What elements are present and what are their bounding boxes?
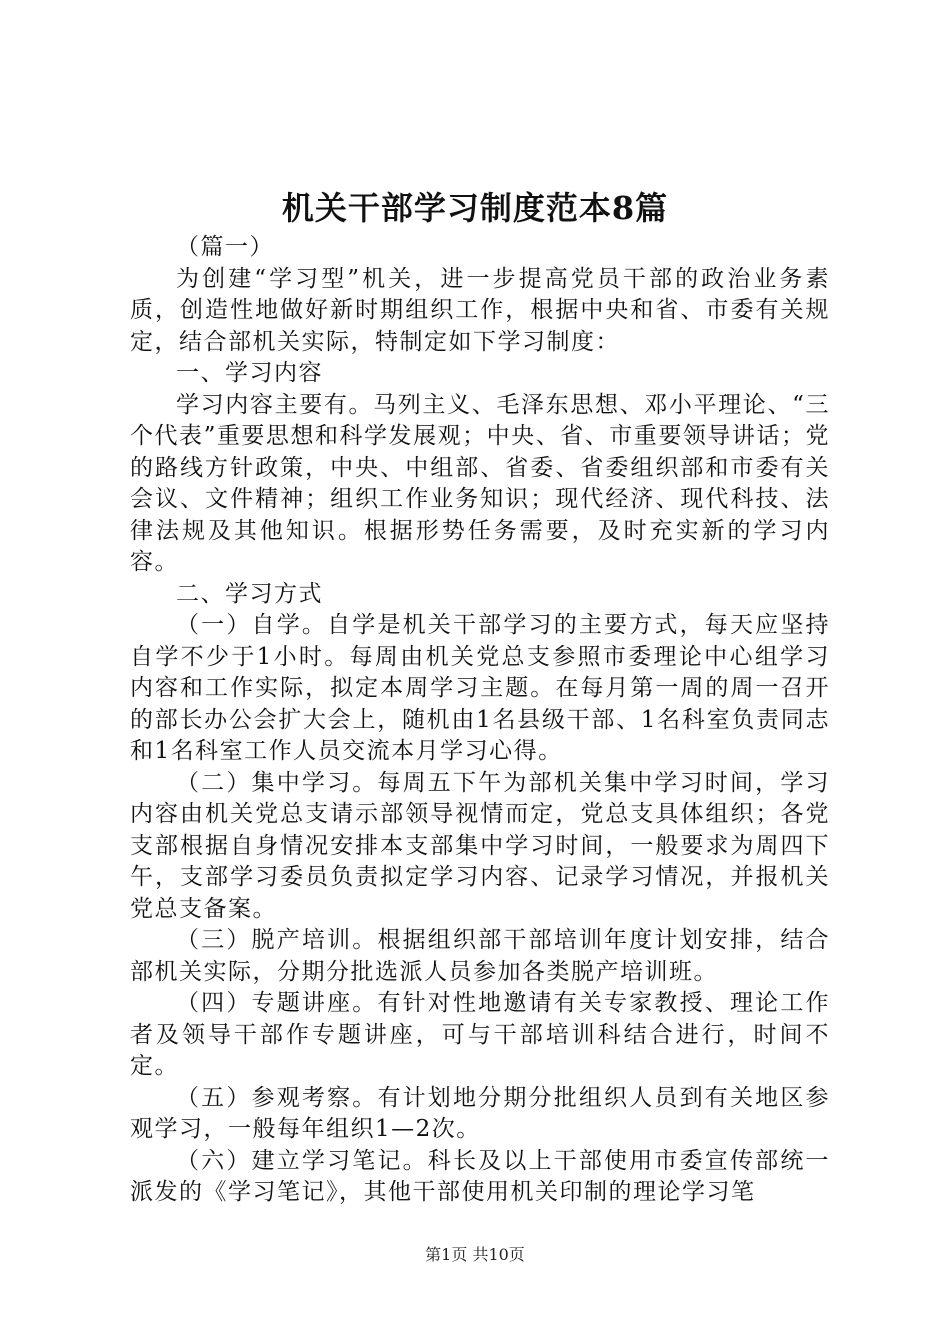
paragraph: （一）自学。自学是机关干部学习的主要方式，每天应坚持自学不少于1小时。每周由机关党总支参照市委理论中心组学习内容和工作实际，拟定本周学习主题。在每月第一周的周一召开的部长办公会扩大会上，随机由1名县级干部、1名科室负责同志和1名科室工作人员交流本月学习心得。 <box>130 612 830 764</box>
section-heading: 二、学习方式 <box>176 580 323 607</box>
document-body <box>130 232 830 1209</box>
paragraph: 为创建“学习型”机关，进一步提高党员干部的政治业务素质，创造性地做好新时期组织工作，根据中央和省、市委有关规定，结合部机关实际，特制定如下学习制度： <box>130 265 830 355</box>
paragraph: 学习内容主要有。马列主义、毛泽东思想、邓小平理论、“三个代表”重要思想和科学发展观；中央、省、市重要领导讲话；党的路线方针政策，中央、中组部、省委、省委组织部和市委有关会议、文件精神；组织工作业务知识；现代经济、现代科技、法律法规及其他知识。根据形势任务需要，及时充实新的学习内容。 <box>130 391 830 575</box>
paragraph: （三）脱产培训。根据组织部干部培训年度计划安排，结合部机关实际，分期分批选派人员参加各类脱产培训班。 <box>130 927 830 985</box>
paragraph: （六）建立学习笔记。科长及以上干部使用市委宣传部统一派发的《学习笔记》，其他干部使用机关印制的理论学习笔 <box>130 1147 830 1205</box>
paragraph: （二）集中学习。每周五下午为部机关集中学习时间，学习内容由机关党总支请示部领导视情而定，党总支具体组织；各党支部根据自身情况安排本支部集中学习时间，一般要求为周四下午，支部学习委员负责拟定学习内容、记录学习情况，并报机关党总支备案。 <box>130 769 830 922</box>
section-heading: （篇一） <box>176 234 274 260</box>
page-footer: 第1页 共10页 <box>425 1245 525 1264</box>
paragraph: （四）专题讲座。有针对性地邀请有关专家教授、理论工作者及领导干部作专题讲座，可与干部培训科结合进行，时间不定。 <box>130 990 830 1079</box>
paragraph: （五）参观考察。有计划地分期分批组织人员到有关地区参观学习，一般每年组织1—2次。 <box>130 1084 830 1142</box>
document-title: 机关干部学习制度范本8篇 <box>281 189 669 227</box>
section-heading: 一、学习内容 <box>176 360 323 386</box>
